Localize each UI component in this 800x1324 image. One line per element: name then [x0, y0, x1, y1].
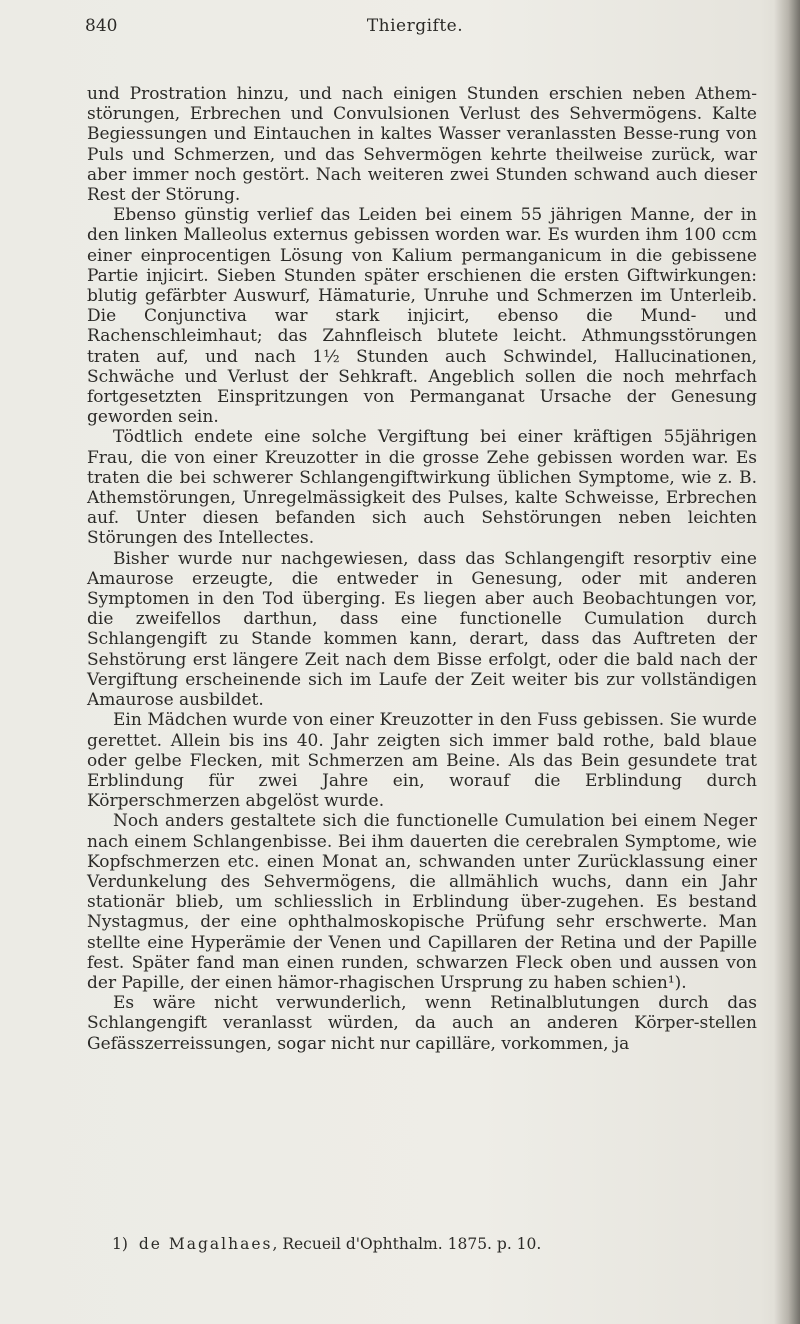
page-number: 840 [85, 16, 118, 36]
paragraph: Tödtlich endete eine solche Vergiftung bei einer kräftigen 55jährigen Frau, die von einer Kreuzotter in die grosse Zehe gebissen worden war. Es traten die bei schwerer Schlangengiftwirkung üblichen Symptome, wie z. B. Athemstörungen, Unregelmässigkeit des Pulses, kalte Schweisse, Erbrechen auf. Unter diesen befanden sich auch Sehstörungen neben leichten Störungen des Intellectes. [87, 427, 757, 549]
body-text [87, 84, 757, 1054]
footnote-text: Recueil d'Ophthalm. 1875. p. 10. [282, 1235, 542, 1253]
running-title: Thiergifte. [366, 16, 464, 36]
paragraph: Noch anders gestaltete sich die functionelle Cumulation bei einem Neger nach einem Schlangenbisse. Bei ihm dauerten die cerebralen Symptome, wie Kopfschmerzen etc. einen Monat an, schwanden unter Zurücklassung einer Verdunkelung des Sehvermögens, die allmählich wuchs, dann ein Jahr stationär blieb, um schliesslich in Erblindung über-zugehen. Es bestand Nystagmus, der eine ophthalmoskopische Prüfung sehr erschwerte. Man stellte eine Hyperämie der Venen und Capillaren der Retina und der Papille fest. Später fand man einen runden, schwarzen Fleck oben und aussen von der Papille, der einen hämor-rhagischen Ursprung zu haben schien¹). [87, 811, 757, 993]
footnote-marker: 1) [112, 1235, 128, 1253]
paragraph: Es wäre nicht verwunderlich, wenn Retinalblutungen durch das Schlangengift veranlasst würden, da auch an anderen Körper-stellen Gefässzerreissungen, sogar nicht nur capilläre, vorkommen, ja [87, 993, 757, 1054]
paragraph: Ein Mädchen wurde von einer Kreuzotter in den Fuss gebissen. Sie wurde gerettet. Allein bis ins 40. Jahr zeigten sich immer bald rothe, bald blaue oder gelbe Flecken, mit Schmerzen am Beine. Als das Bein gesundete trat Erblindung für zwei Jahre ein, worauf die Erblindung durch Körperschmerzen abgelöst wurde. [87, 710, 757, 812]
paragraph: Ebenso günstig verlief das Leiden bei einem 55 jährigen Manne, der in den linken Malleolus externus gebissen worden war. Es wurden ihm 100 ccm einer einprocentigen Lösung von Kalium permanganicum in die gebissene Partie injicirt. Sieben Stunden später erschienen die ersten Giftwirkungen: blutig gefärbter Auswurf, Hämaturie, Unruhe und Schmerzen im Unterleib. Die Conjunctiva war stark injicirt, ebenso die Mund- und Rachenschleimhaut; das Zahnfleisch blutete leicht. Athmungsstörungen traten auf, und nach 1½ Stunden auch Schwindel, Hallucinationen, Schwäche und Verlust der Sehkraft. Angeblich sollen die noch mehrfach fortgesetzten Einspritzungen von Permanganat Ursache der Genesung geworden sein. [87, 205, 757, 428]
paragraph-continuation: und Prostration hinzu, und nach einigen Stunden erschien neben Athem-störungen, Erbrechen und Convulsionen Verlust des Sehvermögens. Kalte Begiessungen und Eintauchen in kaltes Wasser veranlassten Besse-rung von Puls und Schmerzen, und das Sehvermögen kehrte theilweise zurück, war aber immer noch gestört. Nach weiteren zwei Stunden schwand auch dieser Rest der Störung. [87, 84, 757, 206]
footnote-author: de Magalhaes [138, 1235, 273, 1253]
page-edge-shadow [774, 0, 800, 1324]
footnote: 1) de Magalhaes, Recueil d'Ophthalm. 1875. p. 10. [112, 1235, 542, 1253]
page-header [85, 16, 745, 40]
paragraph: Bisher wurde nur nachgewiesen, dass das Schlangengift resorptiv eine Amaurose erzeugte, die entweder in Genesung, oder mit anderen Symptomen in den Tod überging. Es liegen aber auch Beobachtungen vor, die zweifellos darthun, dass eine functionelle Cumulation durch Schlangengift zu Stande kommen kann, derart, dass das Auftreten der Sehstörung erst längere Zeit nach dem Bisse erfolgt, oder die bald nach der Vergiftung erscheinende sich im Laufe der Zeit weiter bis zur vollständigen Amaurose ausbildet. [87, 548, 757, 711]
